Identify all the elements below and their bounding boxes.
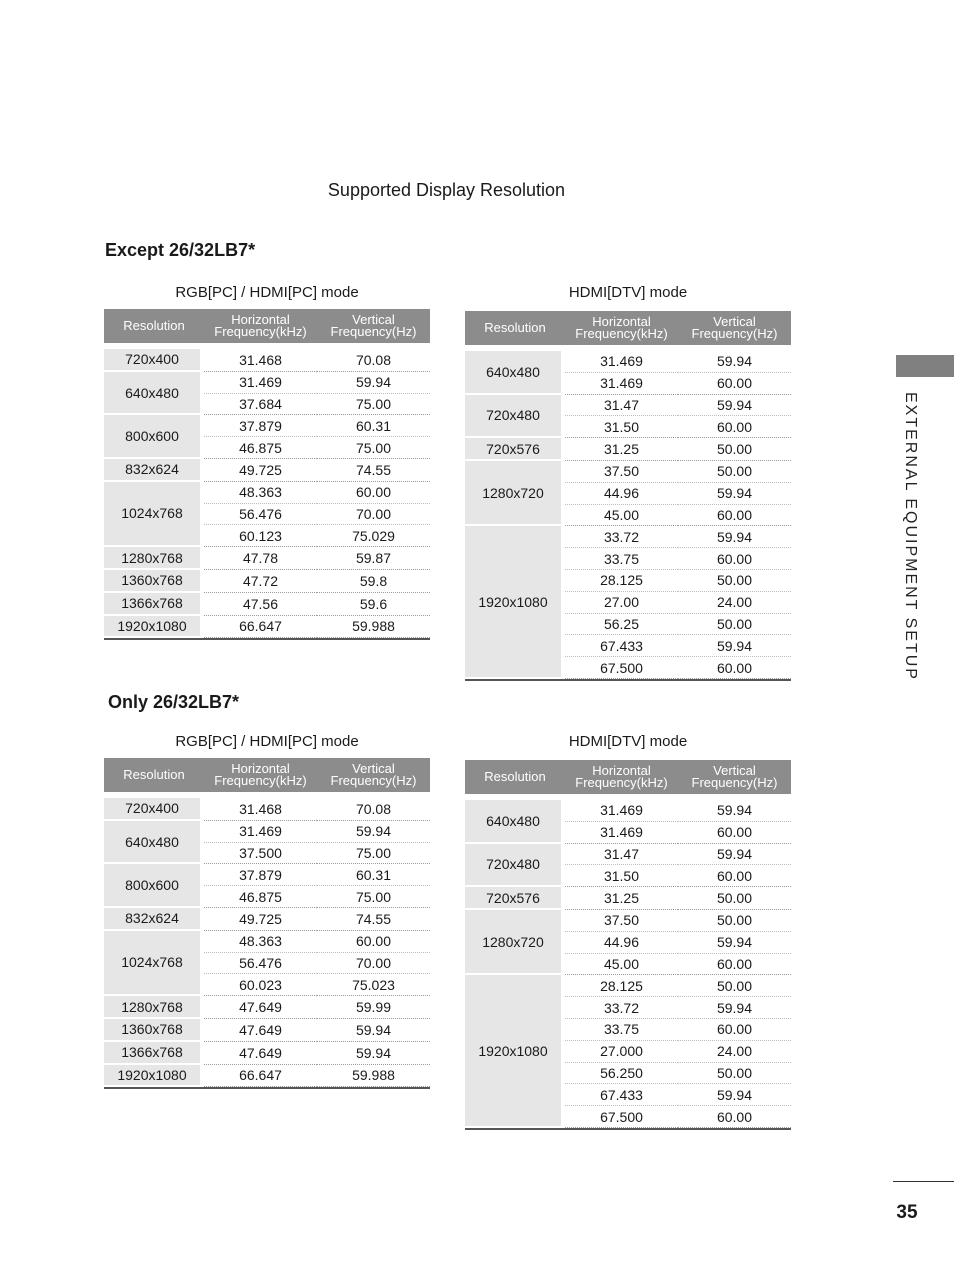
vertical-frequency-cell: 60.00 — [678, 416, 791, 438]
vertical-frequency-cell: 59.94 — [678, 997, 791, 1019]
vertical-frequency-cell: 74.55 — [317, 908, 430, 931]
vertical-frequency-cell: 59.99 — [317, 996, 430, 1019]
vertical-frequency-cell: 50.00 — [678, 975, 791, 997]
horizontal-frequency-cell: 37.50 — [565, 461, 678, 483]
horizontal-frequency-cell: 47.72 — [204, 570, 317, 593]
horizontal-frequency-cell: 56.250 — [565, 1063, 678, 1085]
resolution-cell: 1366x768 — [104, 1042, 204, 1065]
vertical-frequency-cell: 75.00 — [317, 394, 430, 416]
resolution-cell: 1024x768 — [104, 931, 204, 996]
header-resolution: Resolution — [104, 309, 204, 343]
vertical-frequency-cell: 60.00 — [678, 657, 791, 679]
header-row — [465, 760, 791, 794]
horizontal-frequency-cell: 47.649 — [204, 1042, 317, 1065]
horizontal-frequency-cell: 48.363 — [204, 931, 317, 953]
vertical-frequency-cell: 74.55 — [317, 459, 430, 482]
horizontal-frequency-cell: 31.468 — [204, 349, 317, 372]
table-row — [465, 910, 791, 932]
vertical-frequency-cell: 70.08 — [317, 798, 430, 821]
resolution-cell: 720x576 — [465, 887, 565, 910]
table-row — [465, 800, 791, 822]
horizontal-frequency-cell: 49.725 — [204, 459, 317, 482]
table-row — [465, 975, 791, 997]
table-row — [104, 349, 430, 372]
resolution-cell: 1280x720 — [465, 910, 565, 975]
vertical-frequency-cell: 60.00 — [678, 548, 791, 570]
header-horizontal-frequency: Horizontal Frequency(kHz) — [565, 311, 678, 345]
resolution-cell: 640x480 — [465, 351, 565, 395]
table-row — [104, 821, 430, 843]
resolution-cell: 720x480 — [465, 395, 565, 439]
horizontal-frequency-cell: 56.25 — [565, 614, 678, 636]
header-resolution: Resolution — [104, 758, 204, 792]
resolution-table-only-pc — [104, 758, 430, 1089]
vertical-frequency-cell: 59.94 — [317, 1042, 430, 1065]
horizontal-frequency-cell: 31.469 — [204, 372, 317, 394]
section-title-only: Only 26/32LB7* — [108, 692, 240, 712]
mode-label-except-pc: RGB[PC] / HDMI[PC] mode — [175, 284, 359, 301]
horizontal-frequency-cell: 33.75 — [565, 548, 678, 570]
vertical-frequency-cell: 60.00 — [678, 1019, 791, 1041]
resolution-table-except-dtv — [465, 311, 791, 681]
horizontal-frequency-cell: 56.476 — [204, 953, 317, 975]
vertical-frequency-cell: 59.94 — [678, 526, 791, 548]
vertical-frequency-cell: 50.00 — [678, 461, 791, 483]
vertical-frequency-cell: 59.94 — [678, 1084, 791, 1106]
resolution-cell: 832x624 — [104, 908, 204, 931]
vertical-frequency-cell: 70.08 — [317, 349, 430, 372]
vertical-frequency-cell: 60.00 — [678, 1106, 791, 1128]
vertical-frequency-cell: 50.00 — [678, 614, 791, 636]
vertical-frequency-cell: 50.00 — [678, 887, 791, 910]
vertical-frequency-cell: 59.94 — [678, 351, 791, 373]
horizontal-frequency-cell: 31.50 — [565, 865, 678, 887]
horizontal-frequency-cell: 28.125 — [565, 975, 678, 997]
horizontal-frequency-cell: 44.96 — [565, 483, 678, 505]
horizontal-frequency-cell: 31.50 — [565, 416, 678, 438]
table-row — [465, 526, 791, 548]
vertical-frequency-cell: 75.00 — [317, 886, 430, 908]
horizontal-frequency-cell: 31.25 — [565, 887, 678, 910]
table-row — [104, 864, 430, 886]
horizontal-frequency-cell: 31.469 — [565, 351, 678, 373]
table-row — [465, 438, 791, 461]
vertical-frequency-cell: 50.00 — [678, 1063, 791, 1085]
vertical-frequency-cell: 60.31 — [317, 415, 430, 437]
horizontal-frequency-cell: 31.47 — [565, 395, 678, 417]
header-horizontal-frequency: Horizontal Frequency(kHz) — [204, 309, 317, 343]
resolution-cell: 640x480 — [104, 821, 204, 865]
horizontal-frequency-cell: 33.72 — [565, 526, 678, 548]
table-bottom-rule — [465, 679, 791, 681]
vertical-frequency-cell: 24.00 — [678, 1041, 791, 1063]
resolution-cell: 640x480 — [104, 372, 204, 416]
horizontal-frequency-cell: 31.469 — [565, 822, 678, 844]
vertical-frequency-cell: 60.00 — [317, 931, 430, 953]
table-row — [104, 1042, 430, 1065]
table-row — [104, 1019, 430, 1042]
header-vertical-frequency: Vertical Frequency(Hz) — [317, 309, 430, 343]
header-row — [104, 309, 430, 343]
vertical-frequency-cell: 59.8 — [317, 570, 430, 593]
table-bottom-rule — [104, 1087, 430, 1089]
vertical-frequency-cell: 60.00 — [678, 865, 791, 887]
horizontal-frequency-cell: 33.75 — [565, 1019, 678, 1041]
horizontal-frequency-cell: 46.875 — [204, 886, 317, 908]
mode-label-only-pc: RGB[PC] / HDMI[PC] mode — [175, 733, 359, 750]
horizontal-frequency-cell: 27.00 — [565, 592, 678, 614]
vertical-frequency-cell: 59.94 — [678, 395, 791, 417]
page-number: 35 — [896, 1202, 918, 1223]
horizontal-frequency-cell: 67.433 — [565, 1084, 678, 1106]
vertical-frequency-cell: 60.31 — [317, 864, 430, 886]
side-tab-marker — [896, 355, 954, 377]
horizontal-frequency-cell: 60.123 — [204, 525, 317, 547]
table-row — [104, 798, 430, 821]
resolution-cell: 800x600 — [104, 415, 204, 459]
vertical-frequency-cell: 70.00 — [317, 953, 430, 975]
horizontal-frequency-cell: 48.363 — [204, 482, 317, 504]
horizontal-frequency-cell: 27.000 — [565, 1041, 678, 1063]
vertical-frequency-cell: 60.00 — [678, 505, 791, 527]
resolution-cell: 1920x1080 — [465, 975, 565, 1128]
header-resolution: Resolution — [465, 311, 565, 345]
resolution-cell: 1920x1080 — [104, 616, 204, 639]
resolution-cell: 1280x768 — [104, 547, 204, 570]
horizontal-frequency-cell: 44.96 — [565, 932, 678, 954]
footer-rule — [893, 1181, 954, 1182]
horizontal-frequency-cell: 37.684 — [204, 394, 317, 416]
table-row — [104, 459, 430, 482]
horizontal-frequency-cell: 66.647 — [204, 1065, 317, 1088]
vertical-frequency-cell: 60.00 — [317, 482, 430, 504]
vertical-frequency-cell: 59.6 — [317, 593, 430, 616]
resolution-cell: 1920x1080 — [465, 526, 565, 679]
resolution-cell: 1280x768 — [104, 996, 204, 1019]
vertical-frequency-cell: 50.00 — [678, 570, 791, 592]
table-row — [104, 616, 430, 639]
vertical-frequency-cell: 70.00 — [317, 504, 430, 526]
vertical-frequency-cell: 59.94 — [678, 800, 791, 822]
vertical-frequency-cell: 75.029 — [317, 525, 430, 547]
section-title-except: Except 26/32LB7* — [105, 240, 256, 260]
table-row — [104, 482, 430, 504]
horizontal-frequency-cell: 45.00 — [565, 954, 678, 976]
resolution-cell: 1280x720 — [465, 461, 565, 526]
vertical-frequency-cell: 59.988 — [317, 616, 430, 639]
resolution-cell: 832x624 — [104, 459, 204, 482]
vertical-frequency-cell: 59.87 — [317, 547, 430, 570]
horizontal-frequency-cell: 37.879 — [204, 415, 317, 437]
horizontal-frequency-cell: 31.25 — [565, 438, 678, 461]
horizontal-frequency-cell: 37.879 — [204, 864, 317, 886]
resolution-table-only-dtv — [465, 760, 791, 1130]
table-row — [104, 570, 430, 593]
horizontal-frequency-cell: 37.500 — [204, 843, 317, 865]
table-row — [104, 415, 430, 437]
vertical-frequency-cell: 59.94 — [317, 372, 430, 394]
horizontal-frequency-cell: 45.00 — [565, 505, 678, 527]
header-horizontal-frequency: Horizontal Frequency(kHz) — [565, 760, 678, 794]
resolution-cell: 1024x768 — [104, 482, 204, 547]
horizontal-frequency-cell: 31.469 — [565, 373, 678, 395]
horizontal-frequency-cell: 47.649 — [204, 1019, 317, 1042]
table-row — [104, 372, 430, 394]
table-row — [104, 996, 430, 1019]
resolution-cell: 720x480 — [465, 844, 565, 888]
header-row — [104, 758, 430, 792]
vertical-frequency-cell: 59.94 — [678, 844, 791, 866]
table-row — [465, 395, 791, 417]
resolution-cell: 1920x1080 — [104, 1065, 204, 1088]
header-vertical-frequency: Vertical Frequency(Hz) — [317, 758, 430, 792]
header-vertical-frequency: Vertical Frequency(Hz) — [678, 760, 791, 794]
horizontal-frequency-cell: 46.875 — [204, 437, 317, 459]
horizontal-frequency-cell: 31.469 — [204, 821, 317, 843]
table-row — [465, 844, 791, 866]
table-row — [104, 908, 430, 931]
table-row — [465, 887, 791, 910]
resolution-cell: 720x400 — [104, 798, 204, 821]
vertical-frequency-cell: 50.00 — [678, 910, 791, 932]
table-row — [104, 931, 430, 953]
table-row — [104, 593, 430, 616]
horizontal-frequency-cell: 31.47 — [565, 844, 678, 866]
table-bottom-rule — [104, 638, 430, 640]
horizontal-frequency-cell: 67.500 — [565, 1106, 678, 1128]
page-title: Supported Display Resolution — [327, 180, 566, 200]
horizontal-frequency-cell: 60.023 — [204, 974, 317, 996]
vertical-frequency-cell: 60.00 — [678, 954, 791, 976]
table-row — [465, 351, 791, 373]
mode-label-only-dtv: HDMI[DTV] mode — [568, 733, 688, 750]
mode-label-except-dtv: HDMI[DTV] mode — [568, 284, 688, 301]
horizontal-frequency-cell: 37.50 — [565, 910, 678, 932]
vertical-frequency-cell: 50.00 — [678, 438, 791, 461]
vertical-frequency-cell: 60.00 — [678, 822, 791, 844]
resolution-table-except-pc — [104, 309, 430, 640]
vertical-frequency-cell: 59.94 — [317, 821, 430, 843]
resolution-cell: 1360x768 — [104, 1019, 204, 1042]
table-row — [104, 1065, 430, 1088]
horizontal-frequency-cell: 31.468 — [204, 798, 317, 821]
horizontal-frequency-cell: 47.56 — [204, 593, 317, 616]
header-vertical-frequency: Vertical Frequency(Hz) — [678, 311, 791, 345]
horizontal-frequency-cell: 49.725 — [204, 908, 317, 931]
vertical-frequency-cell: 59.94 — [317, 1019, 430, 1042]
horizontal-frequency-cell: 31.469 — [565, 800, 678, 822]
horizontal-frequency-cell: 67.433 — [565, 635, 678, 657]
table-bottom-rule — [465, 1128, 791, 1130]
horizontal-frequency-cell: 28.125 — [565, 570, 678, 592]
resolution-cell: 640x480 — [465, 800, 565, 844]
resolution-cell: 1366x768 — [104, 593, 204, 616]
horizontal-frequency-cell: 66.647 — [204, 616, 317, 639]
vertical-frequency-cell: 59.94 — [678, 483, 791, 505]
resolution-cell: 720x400 — [104, 349, 204, 372]
vertical-frequency-cell: 59.988 — [317, 1065, 430, 1088]
horizontal-frequency-cell: 67.500 — [565, 657, 678, 679]
table-row — [465, 461, 791, 483]
vertical-frequency-cell: 59.94 — [678, 932, 791, 954]
horizontal-frequency-cell: 47.78 — [204, 547, 317, 570]
vertical-frequency-cell: 24.00 — [678, 592, 791, 614]
horizontal-frequency-cell: 33.72 — [565, 997, 678, 1019]
table-row — [104, 547, 430, 570]
horizontal-frequency-cell: 56.476 — [204, 504, 317, 526]
header-horizontal-frequency: Horizontal Frequency(kHz) — [204, 758, 317, 792]
header-row — [465, 311, 791, 345]
resolution-cell: 1360x768 — [104, 570, 204, 593]
vertical-frequency-cell: 75.00 — [317, 437, 430, 459]
resolution-cell: 720x576 — [465, 438, 565, 461]
vertical-frequency-cell: 75.00 — [317, 843, 430, 865]
vertical-frequency-cell: 75.023 — [317, 974, 430, 996]
horizontal-frequency-cell: 47.649 — [204, 996, 317, 1019]
vertical-frequency-cell: 60.00 — [678, 373, 791, 395]
side-chapter-label: EXTERNAL EQUIPMENT SETUP — [902, 392, 919, 681]
header-resolution: Resolution — [465, 760, 565, 794]
vertical-frequency-cell: 59.94 — [678, 635, 791, 657]
resolution-cell: 800x600 — [104, 864, 204, 908]
